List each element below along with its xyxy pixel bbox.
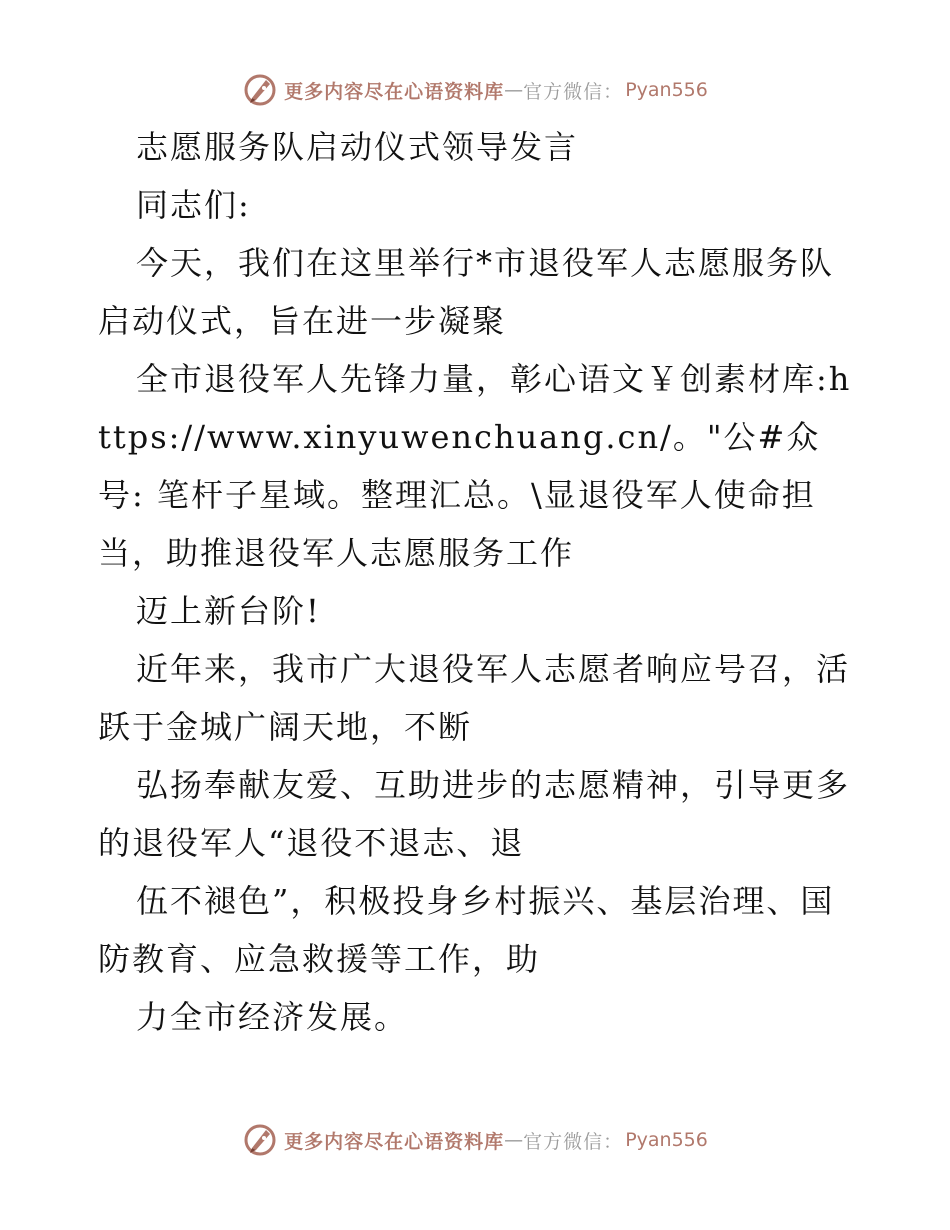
document-title: 志愿服务队启动仪式领导发言 — [136, 128, 579, 166]
banner-wechat-id: Pyan556 — [625, 79, 708, 101]
pen-circle-logo-icon — [242, 1122, 278, 1158]
banner-dash: — — [504, 79, 524, 101]
document-body — [98, 118, 858, 1046]
header-banner — [0, 68, 950, 112]
paragraph: 力全市经济发展。 — [136, 998, 409, 1036]
paragraph: 伍不褪色”，积极投身乡村振兴、基层治理、国防教育、应急救援等工作，助 — [98, 882, 835, 978]
banner-sub-text: 官方微信： — [523, 80, 624, 103]
paragraph: 近年来，我市广大退役军人志愿者响应号召，活跃于金城广阔天地，不断 — [98, 650, 851, 746]
paragraph: 今天，我们在这里举行*市退役军人志愿服务队启动仪式，旨在进一步凝聚 — [98, 244, 835, 340]
footer-banner — [0, 1118, 950, 1162]
banner-main-text: 更多内容尽在心语资料库 — [284, 80, 505, 103]
paragraph: 迈上新台阶! — [136, 592, 321, 630]
salutation: 同志们: — [136, 186, 251, 224]
banner-main-text: 更多内容尽在心语资料库 — [284, 1130, 505, 1153]
banner-text — [284, 77, 708, 104]
banner-text — [284, 1127, 708, 1154]
paragraph: 弘扬奉献友爱、互助进步的志愿精神，引导更多的退役军人“退役不退志、退 — [98, 766, 851, 862]
paragraph: 全市退役军人先锋力量，彰心语文￥创素材库:https://www.xinyuwenchuang.cn/。"公#众号: 笔杆子星域。整理汇总。\显退役军人使命担当，助推退役军人志愿服务工作 — [98, 360, 852, 572]
banner-wechat-id: Pyan556 — [625, 1129, 708, 1151]
banner-sub-text: 官方微信： — [523, 1130, 624, 1153]
pen-circle-logo-icon — [242, 72, 278, 108]
banner-dash: — — [504, 1129, 524, 1151]
